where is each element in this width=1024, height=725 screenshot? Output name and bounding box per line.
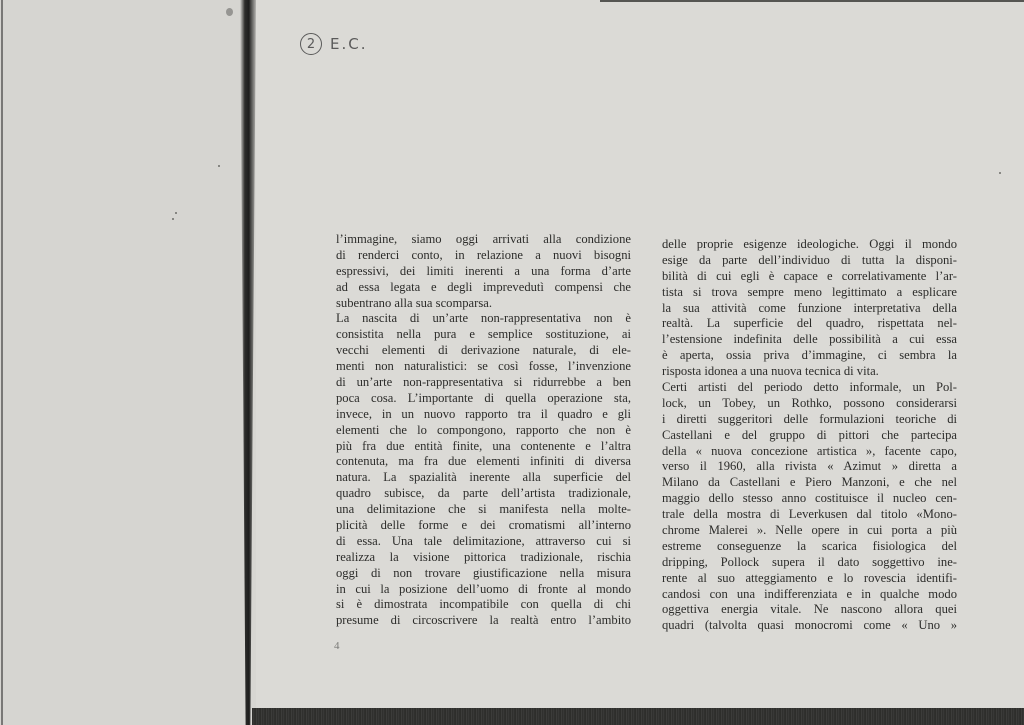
text-line: lock, un Tobey, un Rothko, possono considerarsi	[662, 395, 957, 410]
text-line: presume di circoscrivere la realtà entro l’ambito	[336, 613, 631, 628]
text-line: i diretti suggeritori delle formulazioni teoriche di	[662, 411, 957, 426]
text-line: contenuta, ma fra due elementi infiniti di diversa	[336, 454, 631, 469]
text-line: espressivi, dei limiti inerenti a una forma d’arte	[336, 263, 631, 278]
scanner-left-margin	[0, 0, 245, 725]
text-line: estreme conseguenze la scarica fisiologica del	[662, 538, 957, 553]
text-line: Certi artisti del periodo detto informale, un Pol-	[662, 380, 957, 395]
text-line: di essa. Una tale delimitazione, attraverso cui si	[336, 533, 631, 548]
text-line: ad essa legata e degli imprevedutì compensi che	[336, 279, 631, 294]
text-line: Milano da Castellani e Piero Manzoni, e che nel	[662, 475, 957, 490]
text-line: elementi che lo compongono, rapporto che non è	[336, 422, 631, 437]
dust-speck	[175, 212, 177, 214]
text-line: quadro subisce, da parte dell’artista tradizionale,	[336, 486, 631, 501]
dust-speck	[218, 165, 220, 167]
text-line: poca cosa. L’importante di quella operazione sta,	[336, 390, 631, 405]
text-line: di renderci conto, in relazione a nuovi bisogni	[336, 247, 631, 262]
dust-speck	[999, 172, 1001, 174]
text-line: in cui la posizione dell’uomo di fronte al mondo	[336, 581, 631, 596]
text-line: è aperta, ossia priva d’immagine, ci sembra la	[662, 348, 957, 363]
text-line: della « nuova concezione artistica », facente capo,	[662, 443, 957, 458]
text-line: una delimitazione che si manifesta nella molte-	[336, 502, 631, 517]
text-line: l’immagine, siamo oggi arrivati alla condizione	[336, 232, 631, 246]
dust-speck	[172, 218, 174, 220]
text-line: bilità di cui egli è capace e correlativamente l’ar-	[662, 268, 957, 283]
text-column-left	[336, 232, 631, 629]
circled-number: 2	[300, 33, 322, 55]
text-line: maggio dello stesso anno costituisce il nucleo cen-	[662, 491, 957, 506]
text-line: chrome Malerei ». Nelle opere in cui porta a più	[662, 523, 957, 538]
handwritten-annotation	[300, 33, 368, 55]
text-line: realizza la visione pittorica tradizionale, rischia	[336, 549, 631, 564]
text-line: si è dimostrata incompatibile con quella di chi	[336, 597, 631, 612]
text-line: dripping, Pollock supera il dato soggettivo ine-	[662, 554, 957, 569]
text-line: la sua attività come funzione interpretativa della	[662, 300, 957, 315]
text-line: invece, in un nuovo rapporto tra il quadro e gli	[336, 406, 631, 421]
text-line: plicità delle forme e dei cromatismi all’interno	[336, 518, 631, 533]
text-line: quadri (talvolta quasi monocromi come « Uno »	[662, 618, 957, 633]
text-line: realtà. La superficie del quadro, rispettata nel-	[662, 316, 957, 331]
scan-edge-line	[1, 0, 3, 725]
text-line: La nascita di un’arte non-rappresentativa non è	[336, 311, 631, 326]
text-line: subentrano alla sua scomparsa.	[336, 295, 492, 310]
text-line: oggettiva energia vitale. Ne nascono allora quei	[662, 602, 957, 617]
page-bottom-shadow	[252, 708, 1024, 725]
text-line: menti non naturalistici: se così fosse, l’invenzione	[336, 359, 631, 374]
text-line: esige da parte dell’individuo di tutta la disponi-	[662, 252, 957, 267]
text-line: consistita nella pura e semplice sostituzione, ai	[336, 327, 631, 342]
text-line: vecchi elementi di derivazione naturale, di ele-	[336, 343, 631, 358]
text-line: trale della mostra di Leverkusen dal titolo «Mono-	[662, 507, 957, 522]
text-line: natura. La spazialità inerente alla superficie del	[336, 470, 631, 485]
text-line: rente al suo atteggiamento e lo rovescia identifi-	[662, 570, 957, 585]
text-line: candosi con una indifferenziata e in qualche modo	[662, 586, 957, 601]
text-line: verso il 1960, alla rivista « Azimut » diretta a	[662, 459, 957, 474]
text-line: tista si trova sempre meno legittimato a esplicare	[662, 284, 957, 299]
text-line: risposta idonea a una nuova tecnica di vita.	[662, 364, 879, 379]
text-line: l’estensione indefinita delle possibilità a cui essa	[662, 332, 957, 347]
text-line: Castellani e del gruppo di pittori che partecipa	[662, 427, 957, 442]
page-top-edge	[600, 0, 1024, 2]
annotation-initials: E.C.	[330, 35, 368, 53]
text-line: oggi di non trovare giustificazione nella misura	[336, 565, 631, 580]
text-line: delle proprie esigenze ideologiche. Oggi il mondo	[662, 237, 957, 251]
page-number: 4	[334, 640, 340, 652]
text-column-right	[662, 237, 957, 634]
text-line: più fra due entità finite, una contenente e l’altra	[336, 438, 631, 453]
binding-mark	[226, 8, 233, 16]
text-line: di un’arte non-rappresentativa si ridurrebbe a ben	[336, 375, 631, 390]
